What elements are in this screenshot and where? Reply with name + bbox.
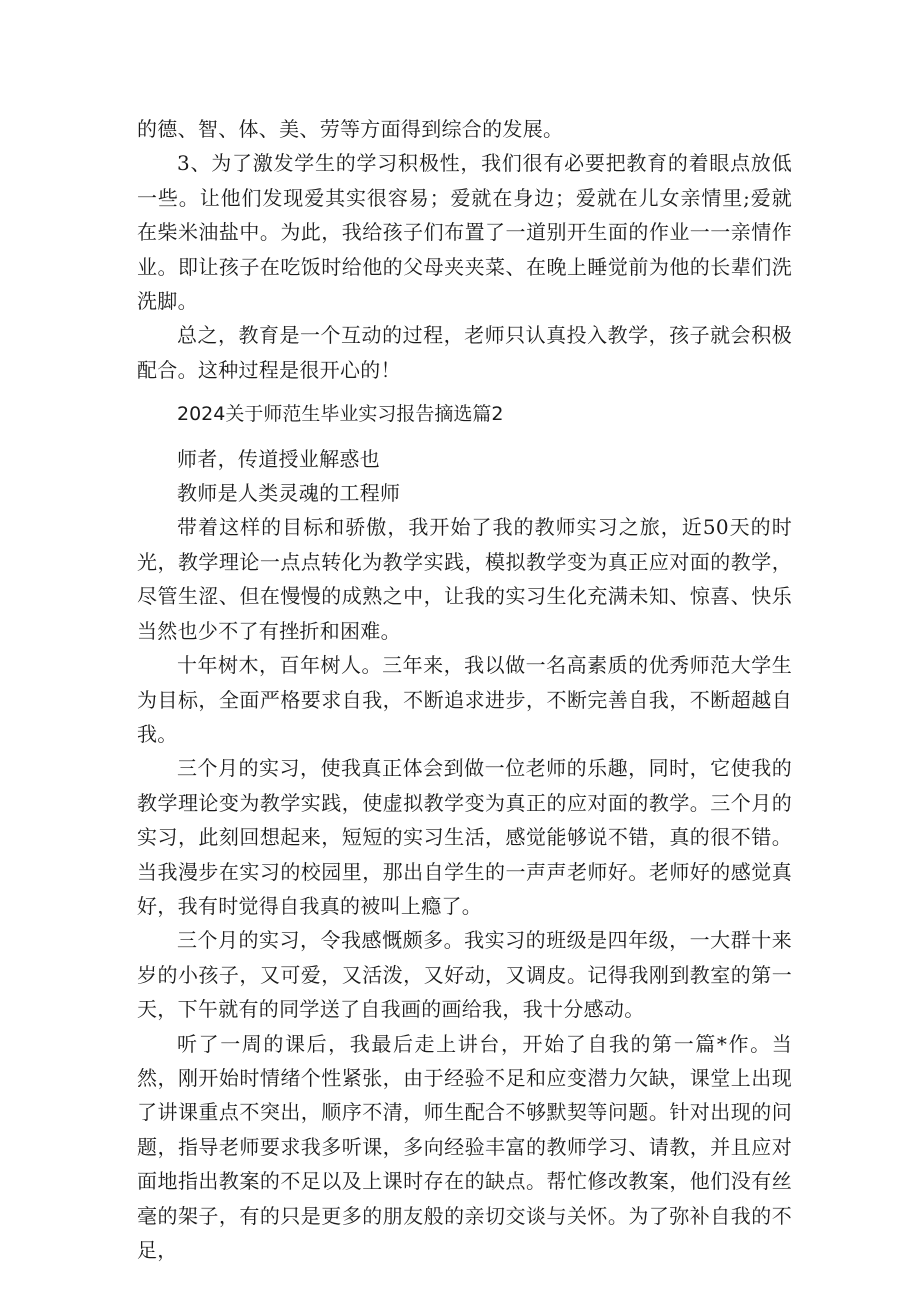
paragraph-experience: 三个月的实习，使我真正体会到做一位老师的乐趣，同时，它使我的教学理论变为教学实践，使虚拟教学变为真正的应对面的教学。三个月的实习，此刻回想起来，短短的实习生活，感觉能够说不错，真的很不错。当我漫步在实习的校园里，那出自学生的一声声老师好。老师好的感觉真好，我有时觉得自我真的被叫上瘾了。 — [137, 756, 792, 918]
paragraph-continuation: 的德、智、体、美、劳等方面得到综合的发展。 — [137, 117, 564, 141]
paragraph-conclusion: 总之，教育是一个互动的过程，老师只认真投入教学，孩子就会积极配合。这种过程是很开心的！ — [137, 323, 792, 382]
document-page — [137, 112, 792, 1267]
section-title: 2024关于师范生毕业实习报告摘选篇2 — [177, 403, 504, 426]
motto-line-2: 教师是人类灵魂的工程师 — [177, 481, 401, 506]
paragraph-intro: 带着这样的目标和骄傲，我开始了我的教师实习之旅，近50天的时光，教学理论一点点转化为教学实践，模拟教学变为真正应对面的教学，尽管生涩、但在慢慢的成熟之中，让我的实习生化充满未知、惊喜、快乐当然也少不了有挫折和困难。 — [137, 515, 792, 643]
motto-line-1: 师者，传道授业解惑也 — [177, 446, 380, 471]
paragraph-point-3: 3、为了激发学生的学习积极性，我们很有必要把教育的着眼点放低一些。让他们发现爱其实很容易；爱就在身边；爱就在儿女亲情里;爱就在柴米油盐中。为此，我给孩子们布置了一道别开生面的作业一一亲情作业。即让孩子在吃饭时给他的父母夹夹菜、在晚上睡觉前为他的长辈们洗洗脚。 — [137, 151, 792, 314]
paragraph-first-lesson: 听了一周的课后，我最后走上讲台，开始了自我的第一篇*作。当然，刚开始时情绪个性紧张，由于经验不足和应变潜力欠缺，课堂上出现了讲课重点不突出，顺序不清，师生配合不够默契等问题。针对出现的问题，指导老师要求我多听课，多向经验丰富的教师学习、请教，并且应对面地指出教案的不足以及上课时存在的缺点。帮忙修改教案，他们没有丝毫的架子，有的只是更多的朋友般的亲切交谈与关怀。为了弥补自我的不足， — [137, 1031, 792, 1262]
paragraph-class: 三个月的实习，令我感慨颇多。我实习的班级是四年级，一大群十来岁的小孩子，又可爱，又活泼，又好动，又调皮。记得我刚到教室的第一天，下午就有的同学送了自我画的画给我，我十分感动。 — [137, 928, 792, 1022]
paragraph-goal: 十年树木，百年树人。三年来，我以做一名高素质的优秀师范大学生为目标，全面严格要求自我，不断追求进步，不断完善自我，不断超越自我。 — [137, 653, 792, 746]
